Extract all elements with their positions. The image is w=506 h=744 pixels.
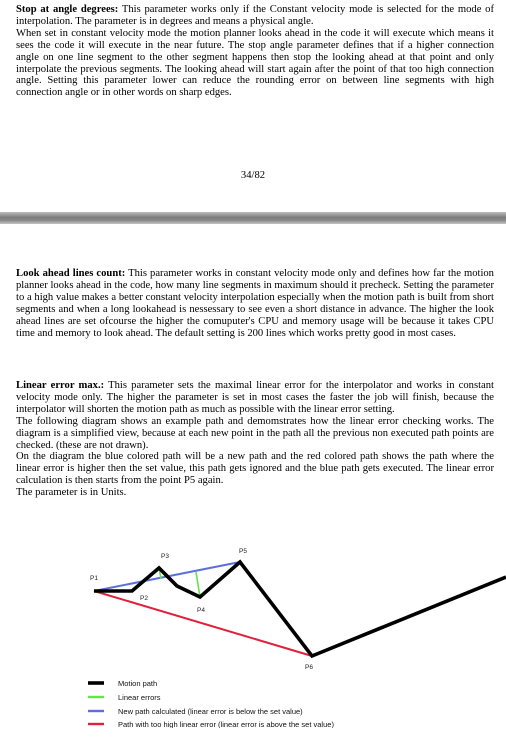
look-ahead-section — [16, 268, 494, 339]
point-label-p1: P1 — [90, 575, 98, 582]
stop-angle-section — [16, 4, 494, 99]
point-label-p6: P6 — [305, 664, 313, 671]
point-label-p3: P3 — [161, 553, 169, 560]
point-label-p2: P2 — [140, 595, 148, 602]
look-ahead-heading: Look ahead lines count: — [16, 268, 126, 279]
legend-label-linear-errors: Linear errors — [118, 693, 161, 702]
document-page-top — [0, 0, 506, 212]
page-number: 34/82 — [240, 170, 266, 181]
linear-error-section — [16, 380, 494, 499]
legend-label-too-high-error: Path with too high linear error (linear error is above the set value) — [118, 720, 334, 728]
look-ahead-body: This parameter works in constant velocity mode only and defines how far the motion planner looks ahead in the code, how many line segments in maximum should it precheck. Setting the parameter to a high value makes a better constant velocity interpolation especially when the motion path is built from short segments and when a long lookahead is nessessary to see even a short distance in advance. The higher the look ahead lines are set ofcourse the higher the comuputer's CPU and memory usage will be because it takes CPU time and memory to look ahead. The default setting is 200 lines which works pretty good in most cases. — [16, 268, 494, 339]
document-page-bottom — [0, 224, 506, 744]
linear-error-heading: Linear error max.: — [16, 380, 105, 391]
linear-error-line-p4a — [196, 572, 200, 597]
page-separator — [0, 212, 506, 224]
too-high-error-path-line — [94, 591, 312, 656]
stop-angle-intro-text: This parameter works only if the Constant velocity mode is selected for the mode of interpolation. The parameter is in degrees and means a physical angle. — [16, 4, 494, 27]
look-ahead-paragraph — [16, 268, 494, 339]
linear-error-diagram — [80, 538, 506, 728]
stop-angle-heading: Stop at angle degrees: — [16, 4, 119, 15]
legend-label-new-path: New path calculated (linear error is below the set value) — [118, 707, 303, 716]
diagram-explanation: On the diagram the blue colored path will be a new path and the red colored path shows the path where the linear error is higher then the set value, this path gets ignored and the blue path gets executed. The linear error calculation is then starts from the point P5 again. — [16, 451, 494, 487]
stop-angle-body: When set in constant velocity mode the motion planner looks ahead in the code it will execute which means it sees the code it will execute in the near future. The stop angle parameter defines that if a higher connection angle on one line segment to the other segment happens then stop the looking ahead at that point and only interpolate the previous segments. The looking ahead will start again after the point of that too high connection angle. Setting this parameter lower can reduce the rounding error on between line segments with high connection angle or in other words on sharp edges. — [16, 27, 494, 99]
legend-label-motion-path: Motion path — [118, 679, 158, 688]
diagram-legend — [88, 679, 334, 728]
point-label-p5: P5 — [239, 548, 247, 555]
stop-angle-intro — [16, 4, 494, 28]
diagram-intro: The following diagram shows an example path and demomstrates how the linear error checking works. The diagram is a simplified view, because at each new point in the path all the previous non executed path points are checked. (these are not drawn). — [16, 415, 494, 451]
linear-error-paragraph — [16, 380, 494, 416]
units-note: The parameter is in Units. — [16, 487, 127, 499]
point-label-p4: P4 — [197, 607, 205, 614]
linear-error-intro: This parameter sets the maximal linear error for the interpolator and works in constant velocity mode only. The higher the parameter is set in most cases the faster the job will finish, because the interpolator will shorten the motion path as much as possible with the linear error setting. — [16, 380, 494, 415]
